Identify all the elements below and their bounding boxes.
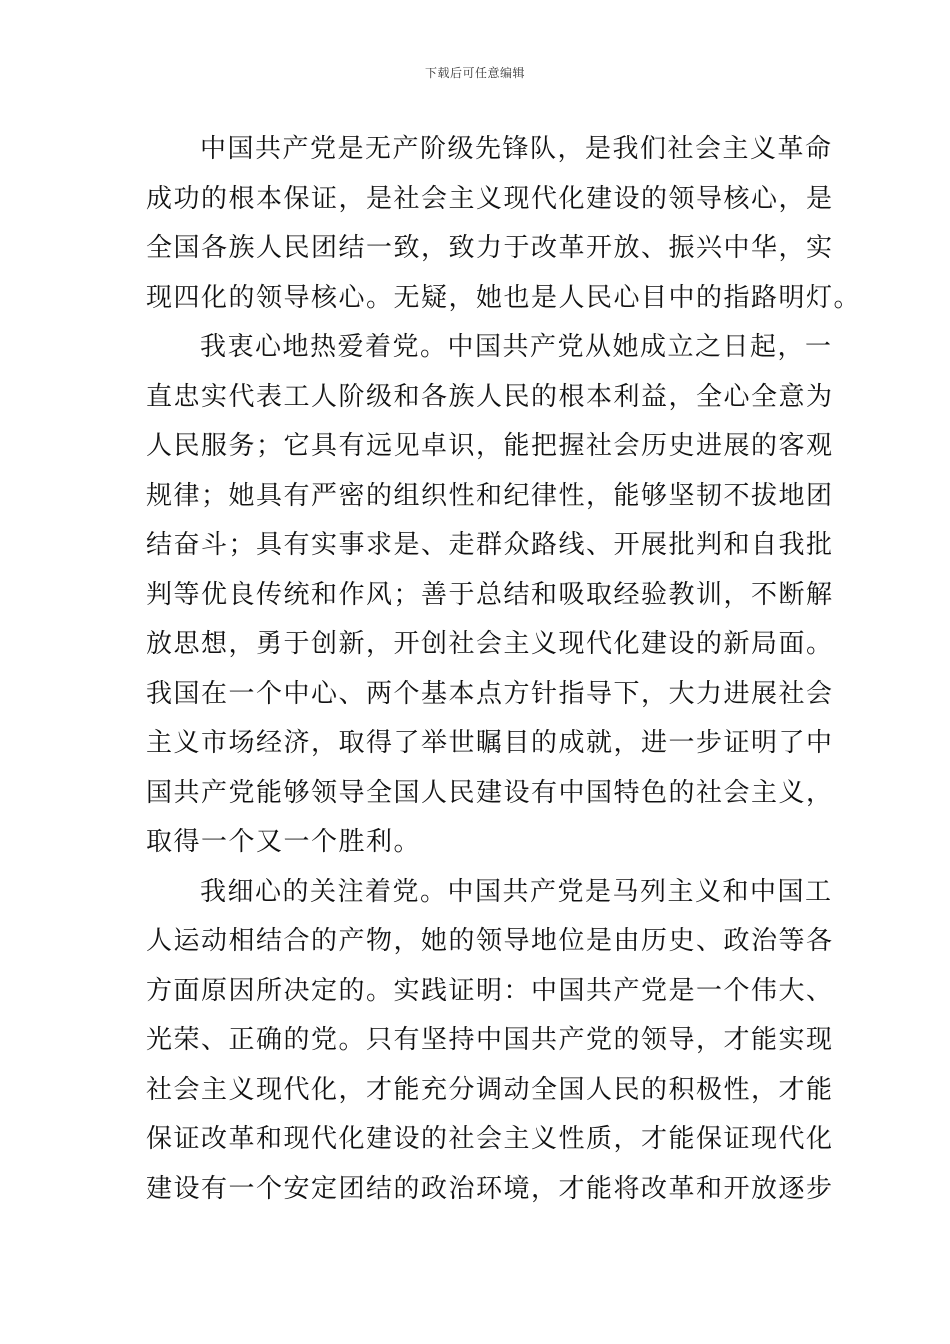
text-line: 人运动相结合的产物，她的领导地位是由历史、政治等各 (146, 926, 834, 956)
text-line: 我细心的关注着党。中国共产党是马列主义和中国工 (200, 876, 833, 907)
text-line: 全国各族人民团结一致，致力于改革开放、振兴中华，实 (146, 233, 834, 263)
text-line: 结奋斗；具有实事求是、走群众路线、开展批判和自我批 (146, 530, 834, 560)
text-line: 方面原因所决定的。实践证明：中国共产党是一个伟大、 (146, 975, 834, 1006)
text-line: 我国在一个中心、两个基本点方针指导下，大力进展社会 (146, 678, 834, 709)
text-line: 国共产党能够领导全国人民建设有中国特色的社会主义， (146, 777, 834, 808)
text-line: 建设有一个安定团结的政治环境，才能将改革和开放逐步 (146, 1173, 834, 1204)
text-line: 直忠实代表工人阶级和各族人民的根本利益，全心全意为 (146, 381, 834, 412)
text-line: 现四化的领导核心。无疑，她也是人民心目中的指路明灯。 (146, 282, 862, 313)
text-line: 光荣、正确的党。只有坚持中国共产党的领导，才能实现 (146, 1025, 834, 1055)
text-line: 人民服务；它具有远见卓识，能把握社会历史进展的客观 (146, 431, 834, 461)
header-note: 下载后可任意编辑 (424, 66, 525, 80)
paragraph-1 (146, 125, 862, 323)
text-line: 我衷心地热爱着党。中国共产党从她成立之日起，一 (200, 332, 833, 362)
text-line: 放思想，勇于创新，开创社会主义现代化建设的新局面。 (146, 629, 834, 659)
paragraph-2 (146, 323, 834, 868)
text-line: 保证改革和现代化建设的社会主义性质，才能保证现代化 (146, 1124, 834, 1154)
paragraph-3 (146, 868, 834, 1215)
text-line: 成功的根本保证，是社会主义现代化建设的领导核心，是 (146, 183, 834, 214)
text-line: 取得一个又一个胜利。 (146, 827, 422, 857)
text-line: 规律；她具有严密的组织性和纪律性，能够坚韧不拔地团 (146, 480, 834, 511)
text-line: 主义市场经济，取得了举世瞩目的成就，进一步证明了中 (146, 728, 834, 758)
document-body (146, 125, 862, 1214)
text-line: 中国共产党是无产阶级先锋队，是我们社会主义革命 (200, 134, 833, 164)
text-line: 社会主义现代化，才能充分调动全国人民的积极性，才能 (146, 1074, 834, 1105)
text-line: 判等优良传统和作风；善于总结和吸取经验教训，不断解 (146, 579, 834, 610)
